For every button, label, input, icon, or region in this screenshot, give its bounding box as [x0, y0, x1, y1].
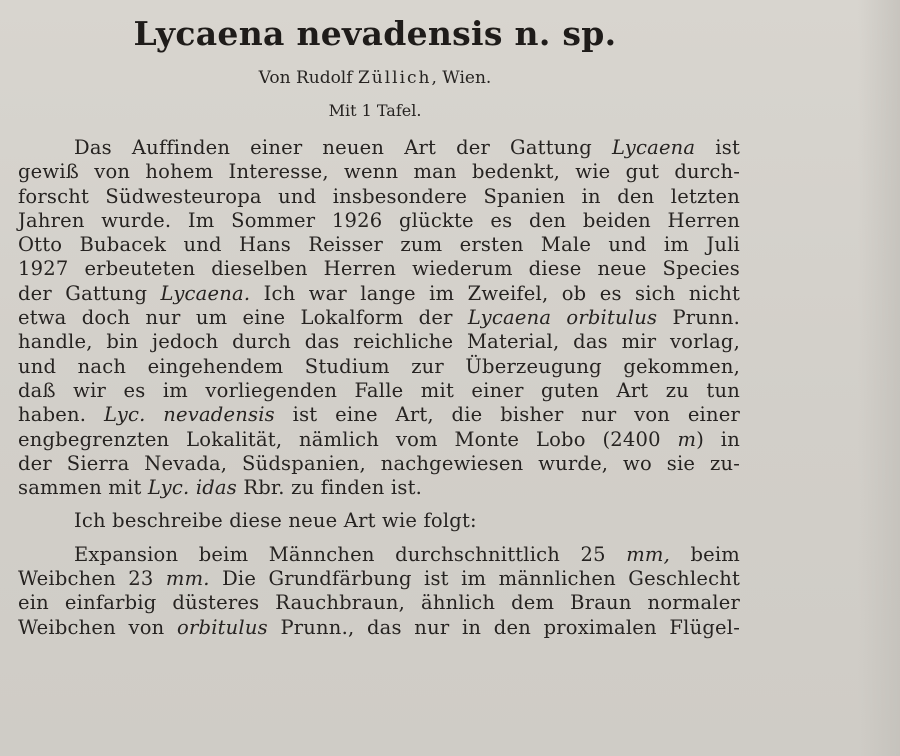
text-segment: sammen mit [18, 476, 148, 500]
text-segment: Das Auffinden einer neuen Art der Gattung [74, 136, 612, 159]
text-line [18, 616, 740, 640]
text-line [18, 509, 740, 533]
text-line [18, 379, 740, 403]
text-segment: Rbr. zu finden ist. [236, 476, 423, 500]
text-line [18, 452, 740, 476]
text-segment: der Gattung [18, 281, 161, 305]
text-segment: Otto Bubacek und Hans Reisser zum ersten Male und im Juli [18, 233, 740, 257]
text-line [18, 160, 740, 184]
text-line [18, 355, 740, 379]
article-body [18, 136, 740, 640]
text-line [18, 591, 740, 615]
text-segment: und nach eingehendem Studium zur Überzeugung gekommen, [18, 354, 740, 378]
italic-text: orbitulus [177, 615, 268, 639]
text-line [18, 185, 740, 209]
author-surname: Züllich [357, 68, 432, 88]
text-line [18, 209, 740, 233]
paragraph-gap [18, 534, 740, 543]
text-line [18, 543, 740, 567]
text-segment: ist eine Art, die bisher nur von einer [274, 403, 741, 427]
italic-text: Lyc. nevadensis [103, 403, 275, 427]
author-byline [0, 68, 750, 88]
text-segment: Ich beschreibe diese neue Art wie folgt: [74, 509, 477, 533]
text-segment: Jahren wurde. Im Sommer 1926 glückte es den beiden Herren [18, 208, 740, 232]
text-segment: Weibchen 23 [18, 567, 166, 591]
text-segment: engbegrenzten Lokalität, nämlich vom Monte Lobo (2400 [18, 427, 678, 451]
byline-suffix: , Wien. [431, 68, 492, 88]
paragraph [18, 509, 740, 533]
text-line [18, 306, 740, 330]
italic-text: Lycaena. [160, 281, 251, 305]
text-line [18, 476, 740, 500]
text-segment: 1927 erbeuteten dieselben Herren wiederum diese neue Species [18, 257, 740, 281]
text-segment: daß wir es im vorliegenden Falle mit einer guten Art zu tun [18, 378, 740, 402]
page-edge-shadow [858, 0, 900, 756]
text-segment: ein einfarbig düsteres Rauchbraun, ähnlich dem Braun normaler [18, 591, 740, 615]
text-line [18, 567, 740, 591]
text-line [18, 136, 740, 160]
paragraph [18, 543, 740, 640]
text-line [18, 428, 740, 452]
text-line [18, 257, 740, 281]
italic-text: Lycaena orbitulus [467, 306, 658, 330]
byline-prefix: Von Rudolf [258, 68, 358, 88]
text-segment: etwa doch nur um eine Lokalform der [18, 306, 468, 330]
text-segment: ist [695, 136, 740, 159]
text-segment: gewiß von hohem Interesse, wenn man bedenkt, wie gut durch- [18, 160, 740, 184]
italic-text: Lyc. idas [147, 476, 237, 500]
text-segment: Prunn. [657, 306, 740, 330]
plate-note: Mit 1 Tafel. [328, 101, 422, 120]
text-segment: ) in [696, 427, 741, 451]
italic-text: mm. [165, 567, 210, 591]
text-segment: Prunn., das nur in den proximalen Flügel- [267, 615, 740, 639]
text-line [18, 282, 740, 306]
text-segment: Expansion beim Männchen durchschnittlich 25 [74, 542, 627, 566]
text-segment: der Sierra Nevada, Südspanien, nachgewiesen wurde, wo sie zu- [18, 451, 740, 475]
text-line [18, 403, 740, 427]
text-line [18, 330, 740, 354]
text-segment: Die Grundfärbung ist im männlichen Geschlecht [209, 567, 741, 591]
italic-text: mm, [626, 542, 670, 566]
text-segment: forscht Südwesteuropa und insbesondere Spanien in den letzten [18, 184, 740, 208]
paragraph-gap [18, 500, 740, 509]
text-segment: haben. [18, 403, 104, 427]
article-title: Lycaena nevadensis n. sp. [133, 14, 617, 53]
paragraph [18, 136, 740, 500]
text-segment: Ich war lange im Zweifel, ob es sich nicht [250, 281, 740, 305]
italic-text: Lycaena [611, 136, 696, 159]
text-line [18, 233, 740, 257]
text-segment: handle, bin jedoch durch das reichliche Material, das mir vorlag, [18, 330, 740, 354]
text-segment: beim [669, 542, 741, 566]
text-segment: Weibchen von [18, 615, 178, 639]
italic-text: m [677, 427, 697, 451]
